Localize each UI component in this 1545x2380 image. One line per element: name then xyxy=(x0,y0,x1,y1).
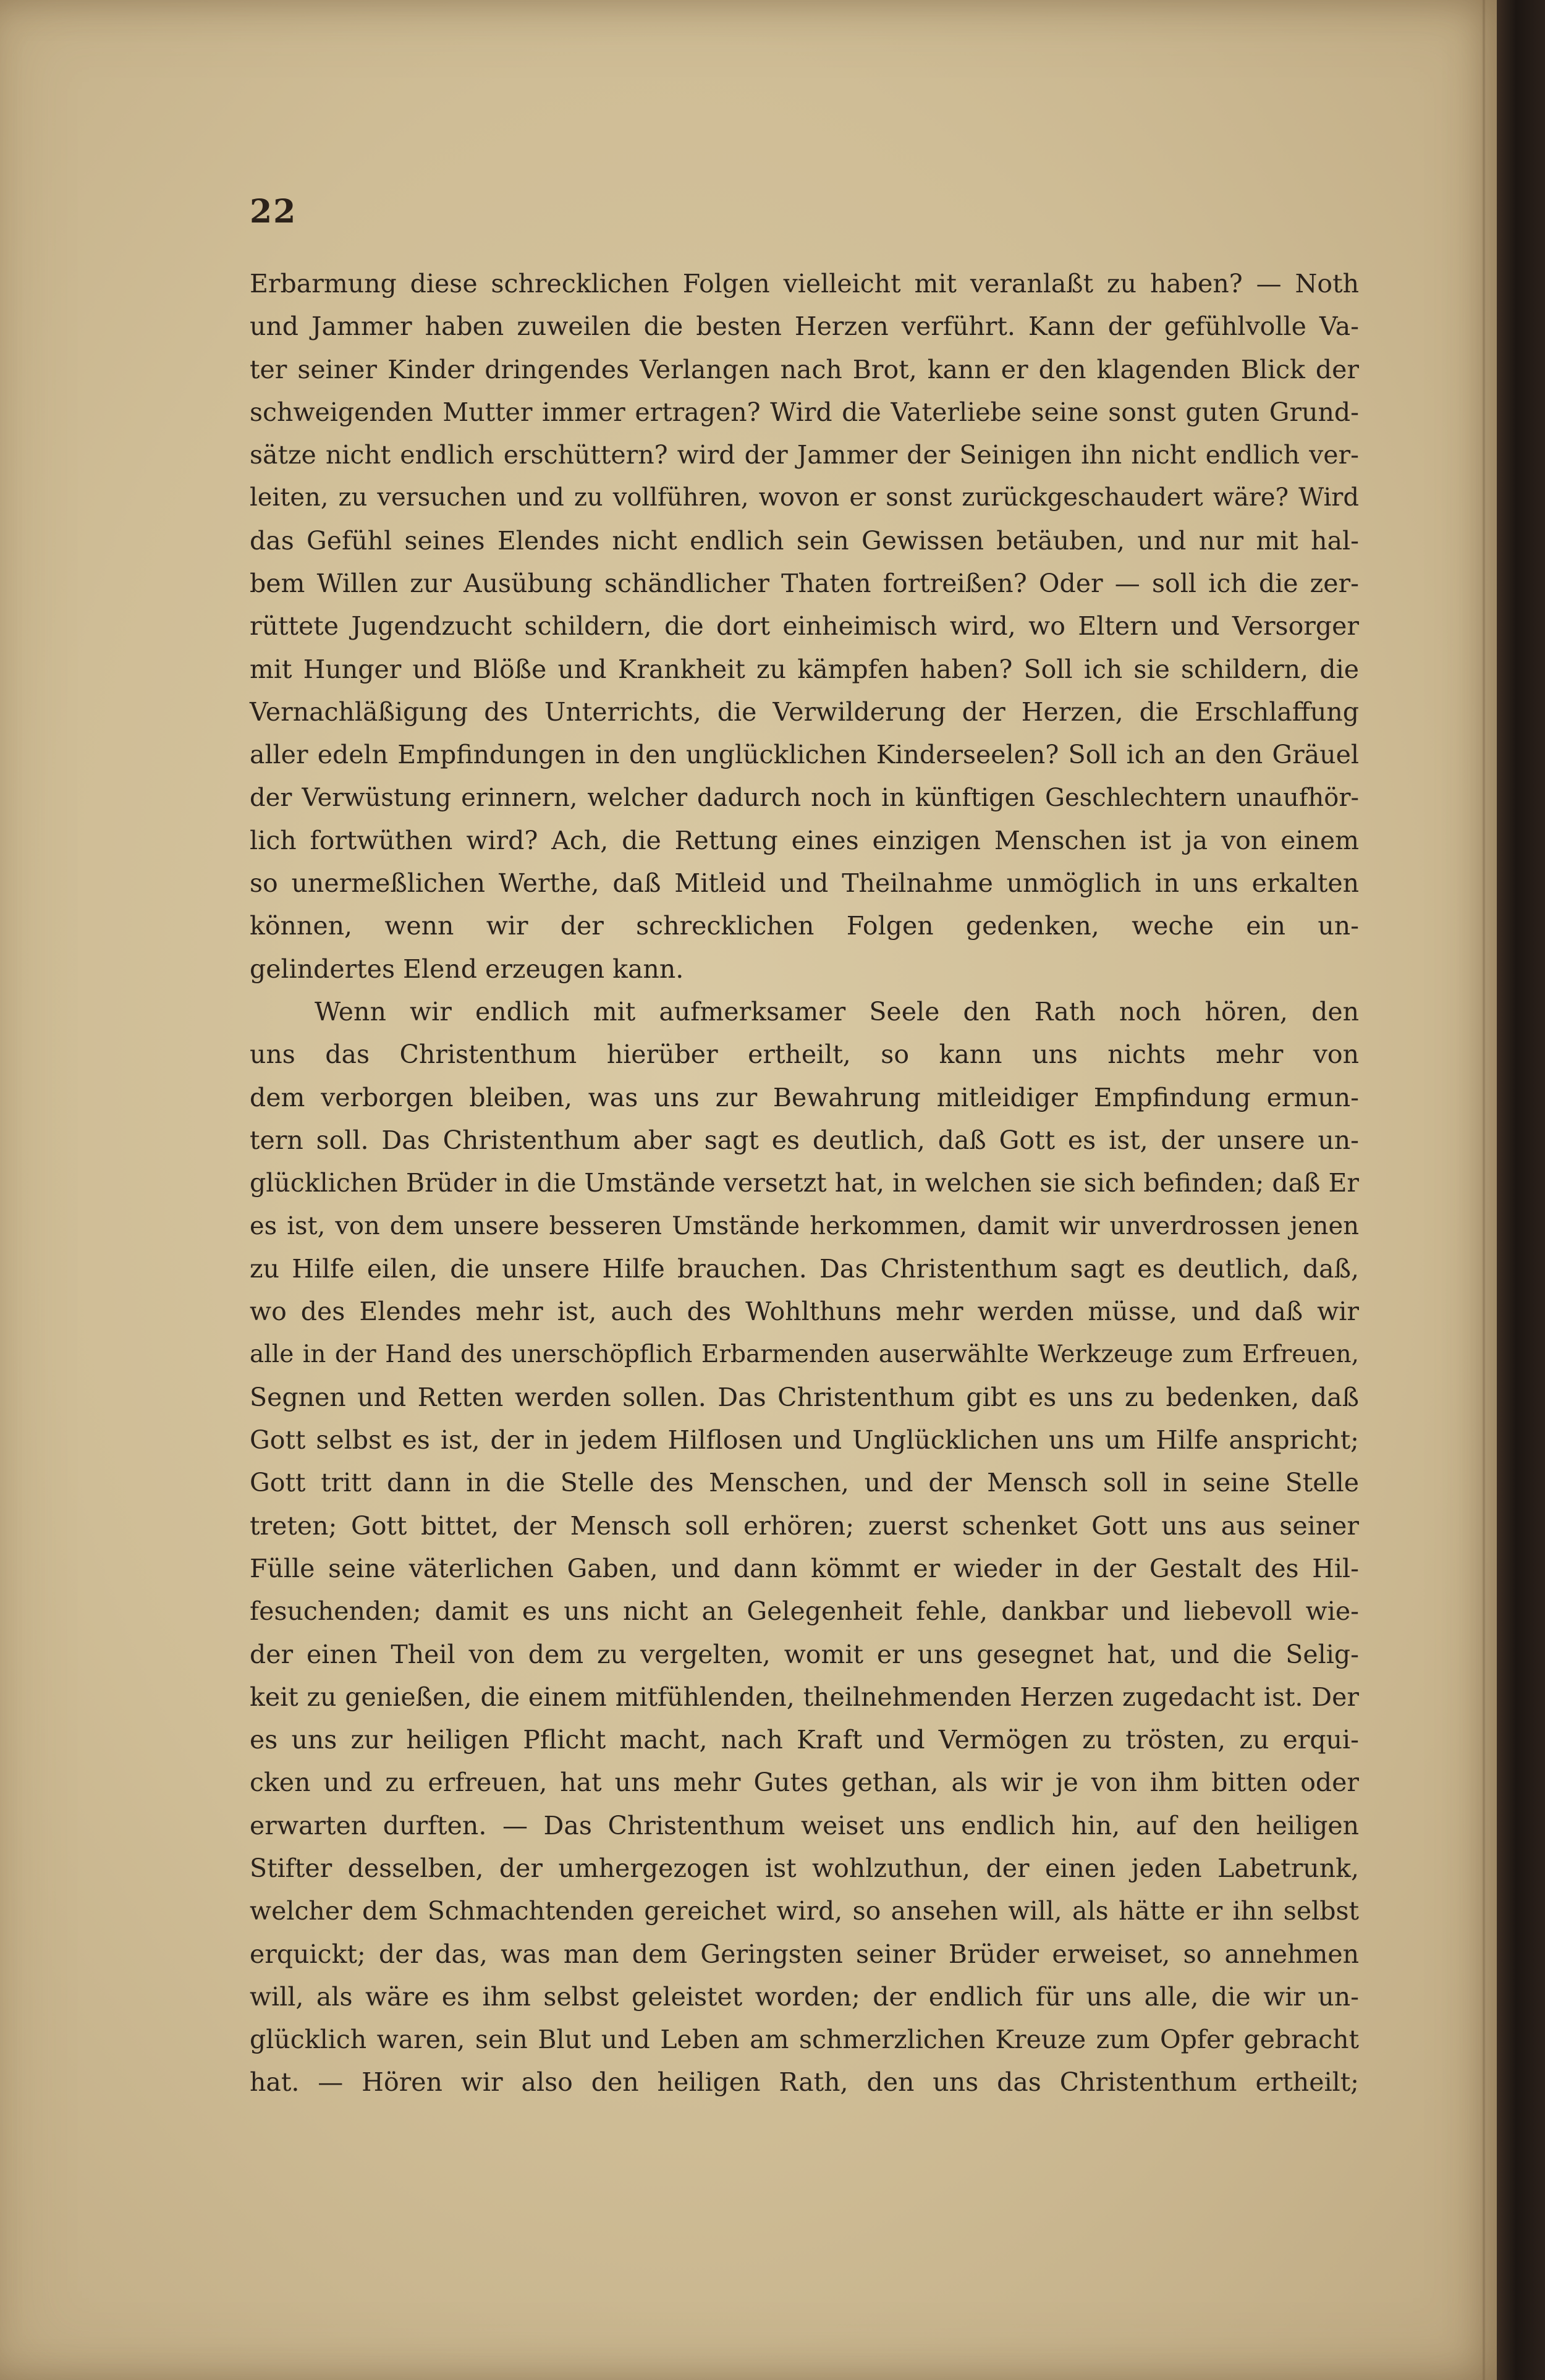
text-line: Fülle seine väterlichen Gaben, und dann kömmt er wieder in der Gestalt des Hil- xyxy=(250,1553,1359,1583)
text-line: glücklich waren, sein Blut und Leben am schmerzlichen Kreuze zum Opfer gebracht xyxy=(250,2025,1359,2055)
text-line: lich fortwüthen wird? Ach, die Rettung eines einzigen Menschen ist ja von einem xyxy=(250,825,1359,855)
text-line: keit zu genießen, die einem mitfühlenden, theilnehmenden Herzen zugedacht ist. Der xyxy=(250,1682,1359,1712)
text-line: cken und zu erfreuen, hat uns mehr Gutes gethan, als wir je von ihm bitten oder xyxy=(250,1768,1359,1798)
text-line: es uns zur heiligen Pflicht macht, nach Kraft und Vermögen zu trösten, zu erqui- xyxy=(250,1725,1359,1755)
text-line: leiten, zu versuchen und zu vollführen, wovon er sonst zurückgeschaudert wäre? Wird xyxy=(250,483,1359,512)
text-line: Vernachläßigung des Unterrichts, die Verwilderung der Herzen, die Erschlaffung xyxy=(250,697,1359,727)
text-line: Gott selbst es ist, der in jedem Hilflosen und Unglücklichen uns um Hilfe anspricht; xyxy=(250,1425,1359,1455)
text-line: gelindertes Elend erzeugen kann. xyxy=(250,954,684,984)
body-text xyxy=(250,263,1359,2104)
text-line: tern soll. Das Christenthum aber sagt es deutlich, daß Gott es ist, der unsere un- xyxy=(250,1125,1359,1155)
text-line: Stifter desselben, der umhergezogen ist wohlzuthun, der einen jeden Labetrunk, xyxy=(250,1853,1359,1883)
text-line: wo des Elendes mehr ist, auch des Wohlthuns mehr werden müsse, und daß wir xyxy=(250,1297,1359,1327)
text-line: Erbarmung diese schrecklichen Folgen vielleicht mit veranlaßt zu haben? — Noth xyxy=(250,269,1359,299)
paragraph-start-line: Wenn wir endlich mit aufmerksamer Seele den Rath noch hören, den xyxy=(315,997,1359,1027)
text-line: bem Willen zur Ausübung schändlicher Thaten fortreißen? Oder — soll ich die zer- xyxy=(250,569,1359,599)
text-line: will, als wäre es ihm selbst geleistet worden; der endlich für uns alle, die wir un- xyxy=(250,1981,1359,2012)
text-line: der einen Theil von dem zu vergelten, womit er uns gesegnet hat, und die Selig- xyxy=(250,1639,1359,1669)
text-line: schweigenden Mutter immer ertragen? Wird die Vaterliebe seine sonst guten Grund- xyxy=(250,397,1359,427)
text-line: und Jammer haben zuweilen die besten Herzen verführt. Kann der gefühlvolle Va- xyxy=(250,311,1359,342)
text-line: ter seiner Kinder dringendes Verlangen nach Brot, kann er den klagenden Blick der xyxy=(250,354,1359,384)
text-line: welcher dem Schmachtenden gereichet wird, so ansehen will, als hätte er ihn selbst xyxy=(250,1896,1359,1926)
text-line: uns das Christenthum hierüber ertheilt, so kann uns nichts mehr von xyxy=(250,1040,1359,1070)
text-line: rüttete Jugendzucht schildern, die dort einheimisch wird, wo Eltern und Versorger xyxy=(250,611,1359,642)
text-line: Segnen und Retten werden sollen. Das Christenthum gibt es uns zu bedenken, daß xyxy=(250,1382,1359,1412)
text-line: erquickt; der das, was man dem Geringsten seiner Brüder erweiset, so annehmen xyxy=(250,1939,1359,1969)
text-line: dem verborgen bleiben, was uns zur Bewahrung mitleidiger Empfindung ermun- xyxy=(250,1082,1359,1112)
text-line: mit Hunger und Blöße und Krankheit zu kämpfen haben? Soll ich sie schildern, die xyxy=(250,654,1359,684)
text-line: alle in der Hand des unerschöpflich Erbarmenden auserwählte Werkzeuge zum Erfreuen, xyxy=(250,1340,1359,1369)
text-line: können, wenn wir der schrecklichen Folgen gedenken, weche ein un- xyxy=(250,911,1359,941)
text-line: zu Hilfe eilen, die unsere Hilfe brauchen. Das Christenthum sagt es deutlich, daß, xyxy=(250,1253,1359,1284)
text-line: der Verwüstung erinnern, welcher dadurch noch in künftigen Geschlechtern unaufhör- xyxy=(250,783,1359,812)
text-line: das Gefühl seines Elendes nicht endlich sein Gewissen betäuben, und nur mit hal- xyxy=(250,525,1359,556)
text-line: treten; Gott bittet, der Mensch soll erhören; zuerst schenket Gott uns aus seiner xyxy=(250,1510,1359,1541)
text-line: es ist, von dem unsere besseren Umstände herkommen, damit wir unverdrossen jenen xyxy=(250,1211,1359,1240)
text-line: aller edeln Empfindungen in den unglücklichen Kinderseelen? Soll ich an den Gräuel xyxy=(250,740,1359,770)
text-line: sätze nicht endlich erschüttern? wird der Jammer der Seinigen ihn nicht endlich ver- xyxy=(250,440,1359,470)
text-line: glücklichen Brüder in die Umstände versetzt hat, in welchen sie sich befinden; daß Er xyxy=(250,1168,1359,1198)
page-number: 22 xyxy=(250,193,297,231)
text-line: so unermeßlichen Werthe, daß Mitleid und Theilnahme unmöglich in uns erkalten xyxy=(250,868,1359,899)
text-line: fesuchenden; damit es uns nicht an Gelegenheit fehle, dankbar und liebevoll wie- xyxy=(250,1596,1359,1627)
text-line: erwarten durften. — Das Christenthum weiset uns endlich hin, auf den heiligen xyxy=(250,1810,1359,1840)
text-line: Gott tritt dann in die Stelle des Menschen, und der Mensch soll in seine Stelle xyxy=(250,1468,1359,1498)
book-binding-edge xyxy=(1497,0,1545,2380)
page-fold xyxy=(1482,0,1486,2380)
text-line: hat. — Hören wir also den heiligen Rath, den uns das Christenthum ertheilt; xyxy=(250,2067,1359,2098)
